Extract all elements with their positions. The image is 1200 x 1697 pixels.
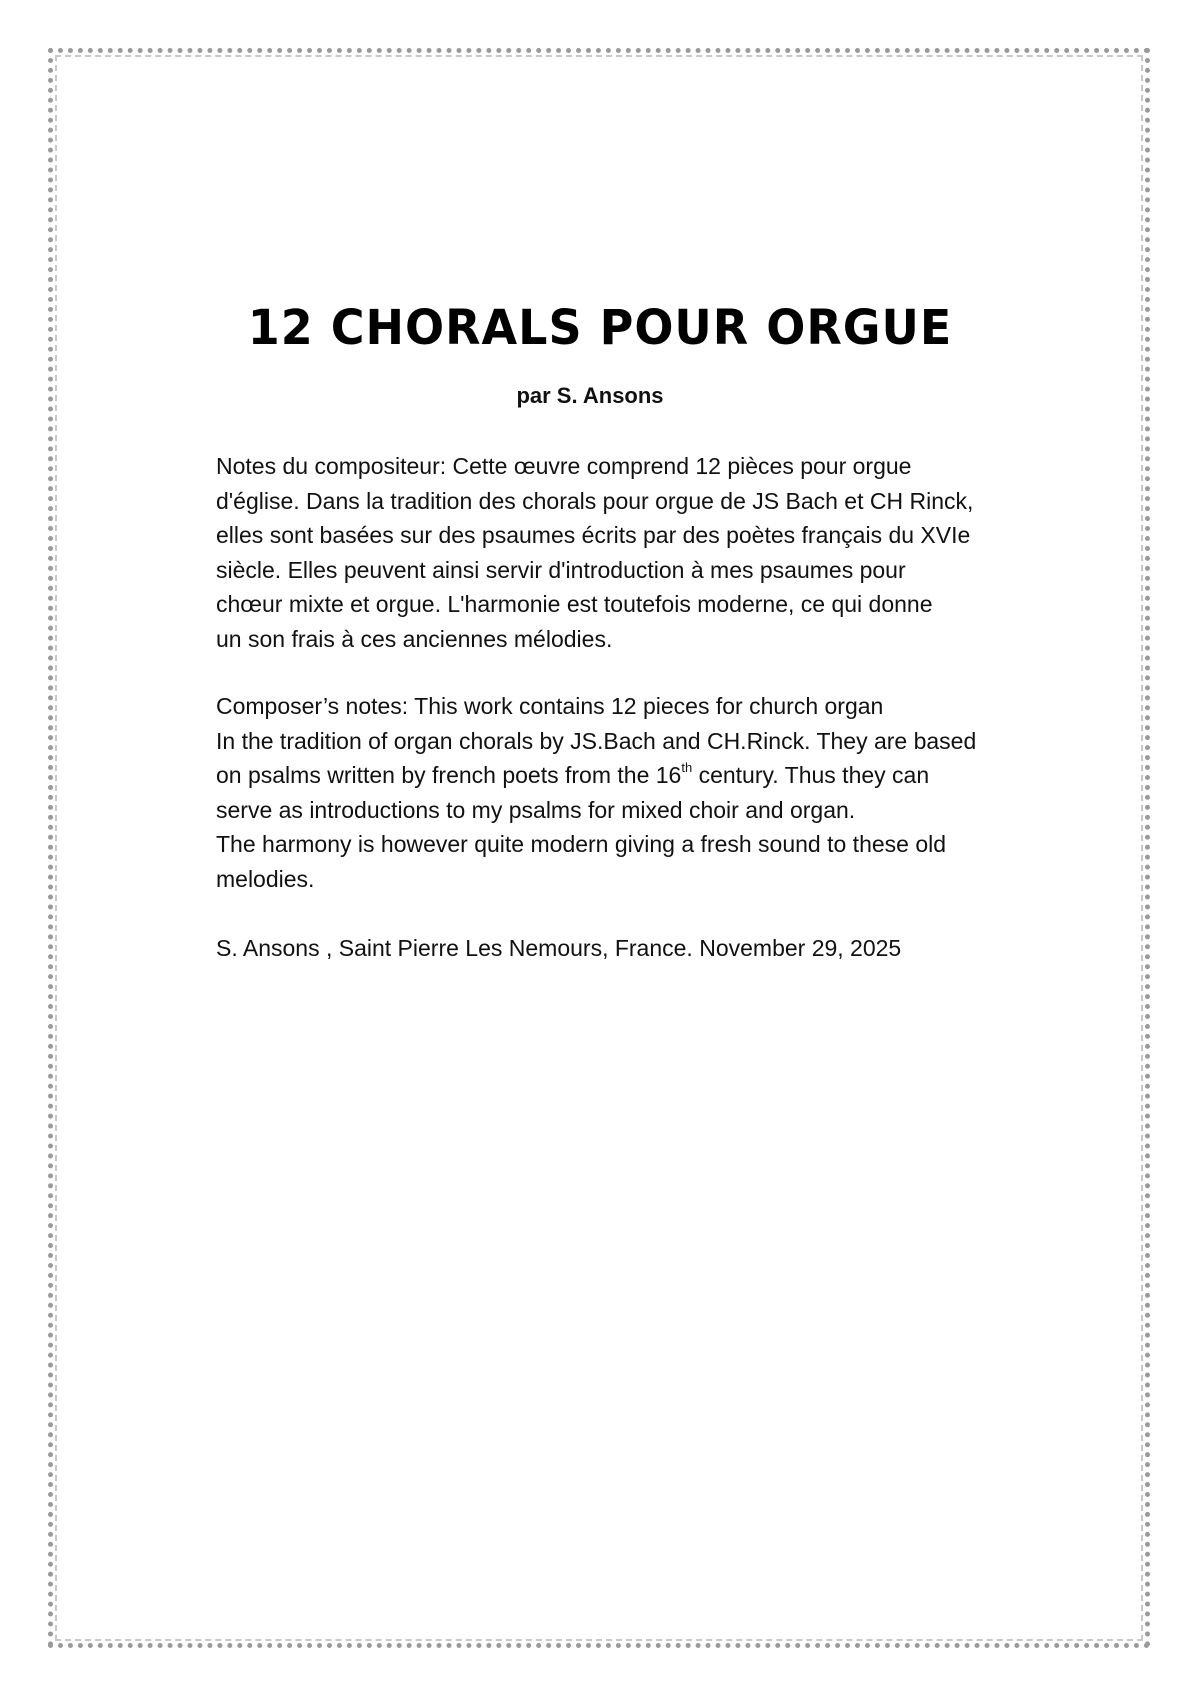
text-line: un son frais à ces anciennes mélodies. (216, 625, 613, 652)
text-line: siècle. Elles peuvent ainsi servir d'introduction à mes psaumes pour (216, 556, 906, 583)
author-byline: par S. Ansons (516, 383, 664, 408)
text-line: Notes du compositeur: Cette œuvre comprend 12 pièces pour orgue (216, 453, 912, 479)
text-line: In the tradition of organ chorals by JS.Bach and CH.Rinck. They are based (216, 727, 977, 754)
text-line: Composer’s notes: This work contains 12 pieces for church organ (216, 693, 884, 719)
text-line: The harmony is however quite modern giving a fresh sound to these old (216, 831, 947, 857)
text-line: chœur mixte et orgue. L'harmonie est toutefois moderne, ce qui donne (216, 591, 933, 617)
signature-line: S. Ansons , Saint Pierre Les Nemours, France. November 29, 2025 (216, 935, 902, 961)
text-line: serve as introductions to my psalms for mixed choir and organ. (216, 796, 856, 823)
text-line (216, 758, 1076, 793)
text-segment: century. Thus they can (692, 762, 930, 788)
text-line: melodies. (216, 865, 315, 892)
ordinal-superscript: th (681, 760, 693, 775)
text-segment: on psalms written by french poets from the 16 (216, 762, 682, 788)
document-title: 12 CHORALS POUR ORGUE (247, 298, 953, 356)
text-line: elles sont basées sur des psaumes écrits par des poètes français du XVIe (216, 522, 971, 548)
text-line: d'église. Dans la tradition des chorals pour orgue de JS Bach et CH Rinck, (216, 487, 974, 514)
english-composer-notes (216, 689, 1076, 896)
french-composer-notes (216, 449, 1076, 656)
